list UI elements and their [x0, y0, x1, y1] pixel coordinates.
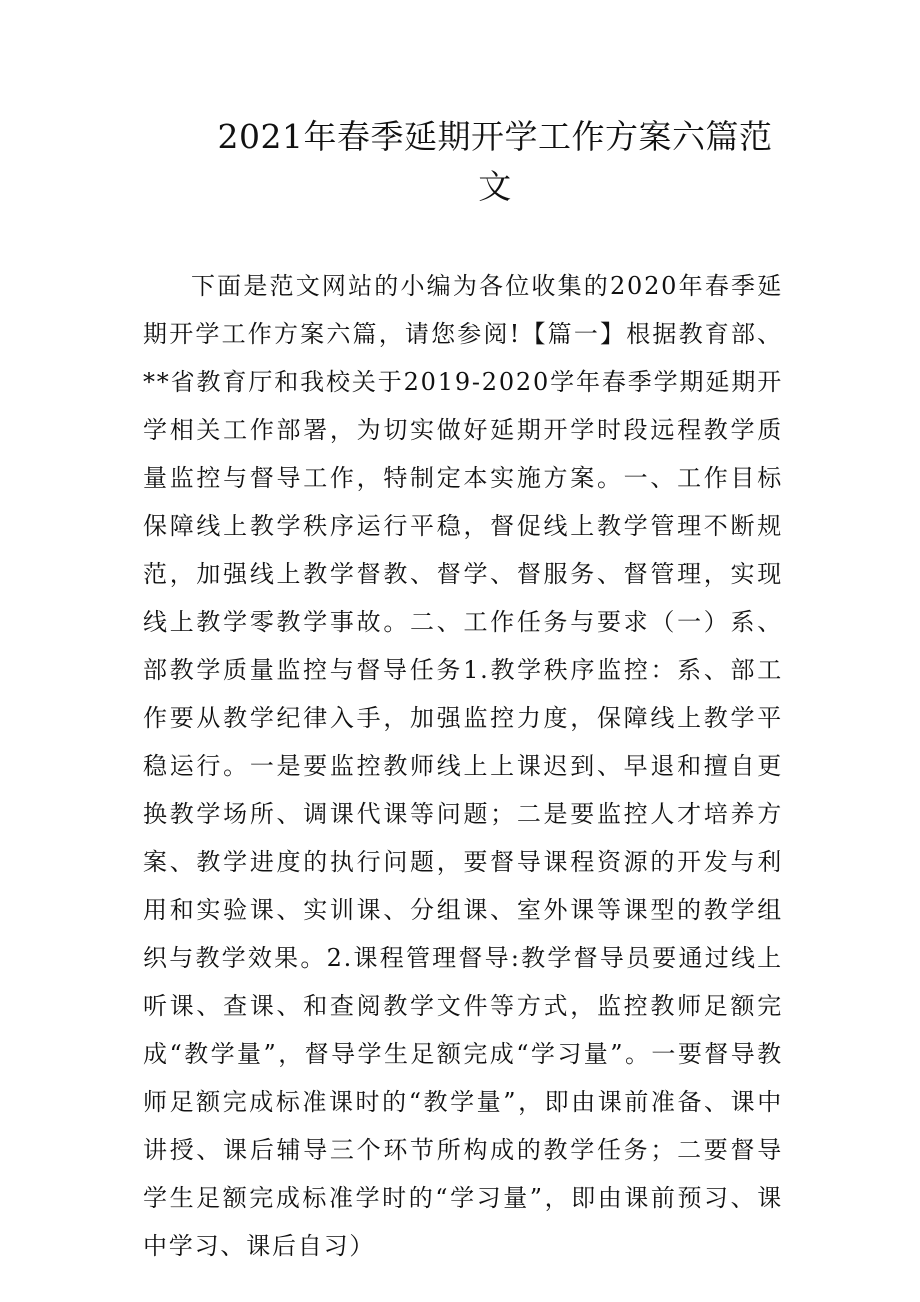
document-title: 2021年春季延期开学工作方案六篇范文: [217, 117, 773, 206]
document-paragraph: 下面是范文网站的小编为各位收集的2020年春季延期开学工作方案六篇，请您参阅!【篇一】根据教育部、**省教育厅和我校关于2019-2020学年春季学期延期开学相关工作部署，为切实做好延期开学时段远程教学质量监控与督导工作，特制定本实施方案。一、工作目标保障线上教学秩序运行平稳，督促线上教学管理不断规范，加强线上教学督教、督学、督服务、督管理，实现线上教学零教学事故。二、工作任务与要求（一）系、部教学质量监控与督导任务1.教学秩序监控：系、部工作要从教学纪律入手，加强监控力度，保障线上教学平稳运行。一是要监控教师线上上课迟到、早退和擅自更换教学场所、调课代课等问题；二是要监控人才培养方案、教学进度的执行问题，要督导课程资源的开发与利用和实验课、实训课、分组课、室外课等课型的教学组织与教学效果。2.课程管理督导:教学督导员要通过线上听课、查课、和查阅教学文件等方式，监控教师足额完成“教学量”，督导学生足额完成“学习量”。一要督导教师足额完成标准课时的“教学量”，即由课前准备、课中讲授、课后辅导三个环节所构成的教学任务；二要督导学生足额完成标准学时的“学习量”，即由课前预习、课中学习、课后自习）: [143, 272, 783, 1260]
